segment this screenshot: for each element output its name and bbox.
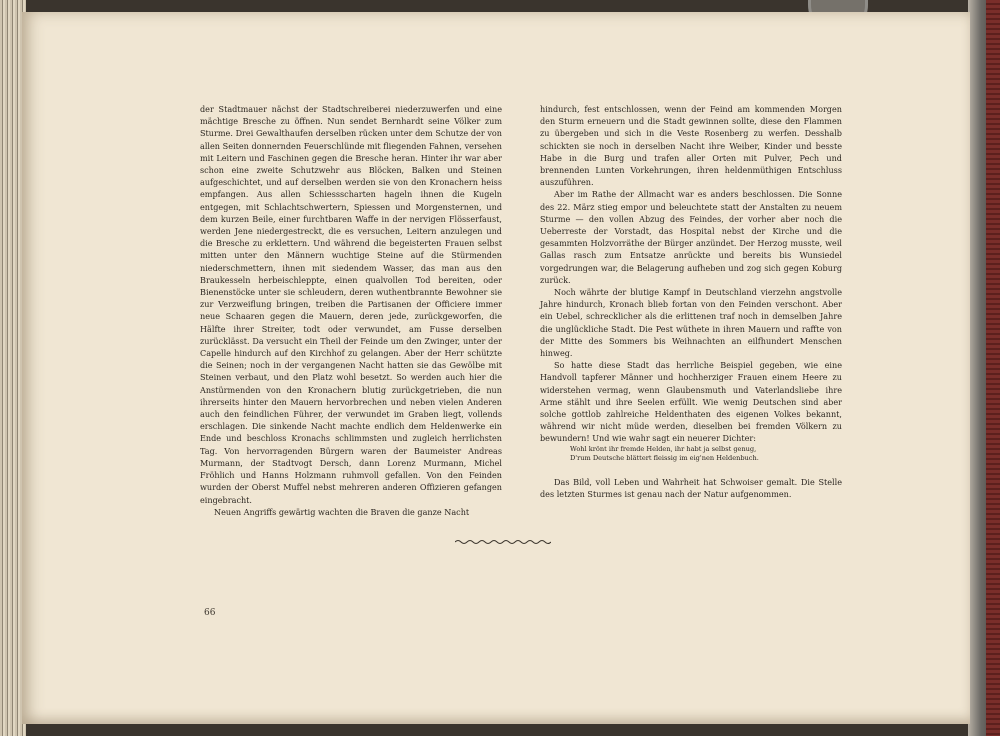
- closing-paragraph: Das Bild, voll Leben und Wahrheit hat Schwoiser gemalt. Die Stelle des letzten Sturmes ist genau nach der Natur aufgenommen.: [540, 476, 842, 499]
- paragraph: hindurch, fest entschlossen, wenn der Feind am kommenden Morgen den Sturm erneuern und die Stadt gewinnen sollte, diese den Flammen zu übergeben und sich in die Veste Rosenberg zu werfen. Desshalb schickten sie noch in derselben Nacht ihre Weiber, Kinder und besste Habe in die Burg und trafen aller Orten mit Pulver, Pech und brennenden Lunten Vorkehrungen, ihren heldenmüthigen Entschluss auszuführen.: [540, 104, 842, 188]
- poem-line: Wohl krönt ihr fremde Helden, ihr habt ja selbst genug,: [570, 444, 757, 453]
- paragraph: Neuen Angriffs gewärtig wachten die Braven die ganze Nacht: [214, 506, 470, 517]
- right-text-column: [540, 103, 842, 500]
- paragraph: der Stadtmauer nächst der Stadtschreiberei niederzuwerfen und eine mächtige Bresche zu öffnen. Nun sendet Bernhardt seine Völker zum Sturme. Drei Gewalthaufen derselben rücken unter dem Schutze der von allen Seiten donnernden Feuerschlünde mit fliegenden Fahnen, versehen mit Leitern und Faschinen gegen die Bresche heran. Hinter ihr war aber schon eine zweite Schutzwehr aus Blöcken, Balken und Steinen aufgeschichtet, und auf derselben werden sie von den Kronachern heiss empfangen. Aus allen Schiessscharten hageln ihnen die Kugeln entgegen, mit Schlachtschwertern, Spiessen und Morgensternen, und dem kurzen Beile, einer furchtbaren Waffe in der nervigen Flösserfaust, werden Jene niedergestreckt, die es versuchen, Leitern anzulegen und die Bresche zu erklettern. Und während die begeisterten Frauen selbst mitten unter den Männern wuchtige Steine auf die Stürmenden niederschmettern, ihnen mit siedendem Wasser, das man aus den Braukesseln herbeischleppte, einen qualvollen Tod bereiten, oder Bienenstöcke unter sie schleudern, deren wuthentbrannte Bewohner sie zur Verzweiflung bringen, treiben die Partisanen der Officiere immer neue Schaaren gegen die Mauern, deren jede, zurückgeworfen, die Hälfte ihrer Streiter, todt oder verwundet, am Fusse derselben zurücklässt. Da versucht ein Theil der Feinde um den Zwinger, unter der Capelle hindurch auf den Kirchhof zu gelangen. Aber der Herr schützte die Seinen; noch in der vergangenen Nacht hatten sie das Gewölbe mit Steinen verbaut, und den Platz wohl besetzt. So werden auch hier die Anstürmenden von den Kronachern blutig zurückgetrieben, die nun ihrerseits hinter den Mauern hervorbrechen und neben vielen Anderen auch den feindlichen Führer, der verwundet im Graben liegt, vollends erschlagen. Die sinkende Nacht machte endlich dem Heldenwerke ein Ende und beschloss Kronachs schlimmsten und zugleich herrlichsten Tag. Von hervorragenden Bürgern waren der Baumeister Andreas Murmann, der Stadtvogt Dersch, dann Lorenz Murmann, Michel Fröhlich und Hanns Holzmann ruhmvoll gefallen. Von den Feinden wurden der Oberst Muffel nebst mehreren anderen Offizieren gefangen eingebracht.: [200, 104, 502, 505]
- left-text-column: [200, 103, 502, 518]
- poem-line: D'rum Deutsche blättert fleissig im eig'nen Heldenbuch.: [570, 454, 759, 463]
- paragraph: Noch währte der blutige Kampf in Deutschland vierzehn angstvolle Jahre hindurch, Kronach blieb fortan von den Feinden verschont. Aber ein Uebel, schrecklicher als die erlittenen traf noch in demselben Jahre die unglückliche Stadt. Die Pest wüthete in ihren Mauern und raffte von der Mitte des Sommers bis Weihnachten an eilfhundert Menschen hinweg.: [540, 287, 842, 359]
- decorative-divider-icon: [455, 538, 551, 546]
- paragraph: Aber im Rathe der Allmacht war es anders beschlossen. Die Sonne des 22. März stieg empor und beleuchtete statt der Anstalten zu neuem Sturme — den vollen Abzug des Feindes, der vorher aber noch die Ueberreste der Vorstadt, das Hospital nebst der Kirche und die gesammten Holzvorräthe der Bürger anzündet. Der Herzog musste, weil Gallas rasch zum Entsatze anrückte und bereits bis Wunsiedel vorgedrungen war, die Belagerung aufheben und zog sich gegen Koburg zurück.: [540, 189, 842, 285]
- paragraph: So hatte diese Stadt das herrliche Beispiel gegeben, wie eine Handvoll tapferer Männer und hochherziger Frauen einem Heere zu widerstehen vermag, wenn Glaubensmuth und Vaterlandsliebe ihre Arme stählt und ihre Seelen erfüllt. Wie wenig Deutschen sind aber solche gottlob zahlreiche Heldenthaten des eigenen Volkes bekannt, während wir nicht müde werden, dieselben bei fremden Völkern zu bewundern! Und wie wahr sagt ein neuerer Dichter:: [540, 360, 842, 444]
- poem-quote: [570, 445, 842, 464]
- book-spine: [986, 0, 1000, 736]
- page-number: 66: [204, 608, 216, 618]
